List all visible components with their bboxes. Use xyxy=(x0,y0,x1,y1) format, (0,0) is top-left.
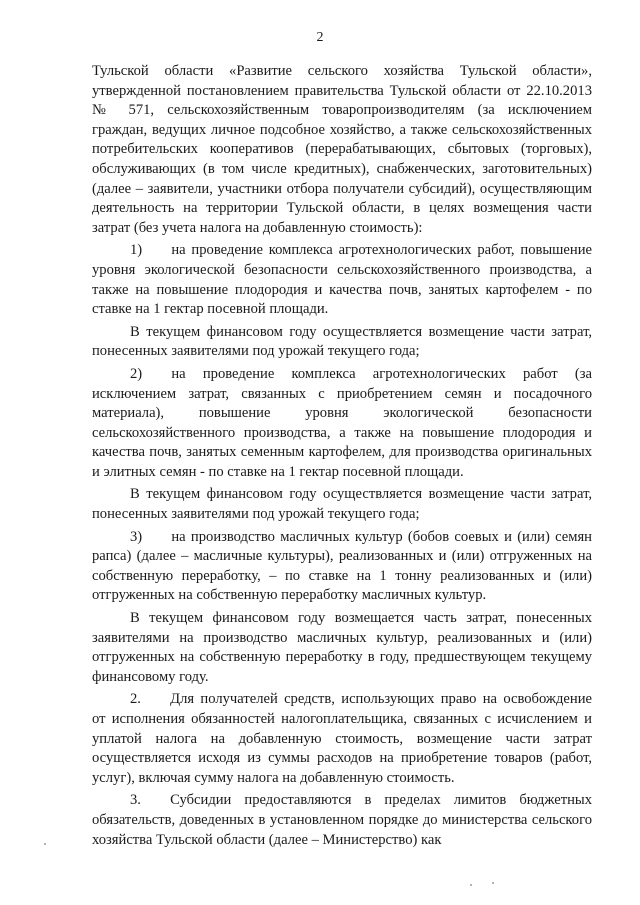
clause-2: 2. Для получателей средств, использующих право на освобождение от исполнения обязанностей налогоплательщика, связанных с исчислением и уплатой налога на добавленную стоимость, возмещение части затрат осуществляется исходя из суммы расходов на приобретение товаров (работ, услуг), включая сумму налога на добавленную стоимость. xyxy=(92,691,592,786)
note-previous-year: В текущем финансовом году возмещается часть затрат, понесенных заявителями на производство масличных культур, реализованных и (или) отгруженных на собственную переработку в году, предшествующем текущему финансовому году. xyxy=(92,610,592,685)
paragraph-intro: Тульской области «Развитие сельского хозяйства Тульской области», утвержденной постановлением правительства Тульской области от 22.10.2013 № 571, сельскохозяйственным товаропроизводителям (за исключением граждан, ведущих личное подсобное хозяйство, а также сельскохозяйственных потребительских кооперативов (перерабатывающих, сбытовых (торговых), обслуживающих (в том числе кредитных), снабженческих, заготовительных) (далее – заявители, участники отбора получатели субсидий), осуществляющим деятельность на территории Тульской области, в целях возмещения части затрат (без учета налога на добавленную стоимость): xyxy=(92,63,592,236)
document-body xyxy=(92,62,592,850)
list-item-3: 3) на производство масличных культур (бобов соевых и (или) семян рапса) (далее – масличные культуры), реализованных и (или) отгруженных на собственную переработку, – по ставке на 1 тонну реализованных и (или) отгруженных на собственную переработку масличных культур. xyxy=(92,528,592,604)
clause-3: 3. Субсидии предоставляются в пределах лимитов бюджетных обязательств, доведенных в установленном порядке до министерства сельского хозяйства Тульской области (далее – Министерство) как xyxy=(92,792,592,848)
list-item-2: 2) на проведение комплекса агротехнологических работ (за исключением затрат, связанных с приобретением семян и посадочного материала), повышение уровня экологической безопасности сельскохозяйственного производства, а также на повышение плодородия и качества почв, занятых семенным картофелем, для производства оригинальных и элитных семян - по ставке на 1 гектар посевной площади. xyxy=(92,365,592,480)
scan-speck xyxy=(44,843,46,845)
note-current-year-2: В текущем финансовом году осуществляется возмещение части затрат, понесенных заявителями под урожай текущего года; xyxy=(92,486,592,523)
scan-speck xyxy=(492,882,494,884)
page-number: 2 xyxy=(316,30,324,45)
note-current-year-1: В текущем финансовом году осуществляется возмещение части затрат, понесенных заявителями под урожай текущего года; xyxy=(92,323,592,360)
list-item-1: 1) на проведение комплекса агротехнологических работ, повышение уровня экологической безопасности сельскохозяйственного производства, а также на повышение плодородия и качества почв, занятых картофелем - по ставке на 1 гектар посевной площади. xyxy=(92,242,592,318)
scan-speck xyxy=(470,884,472,886)
